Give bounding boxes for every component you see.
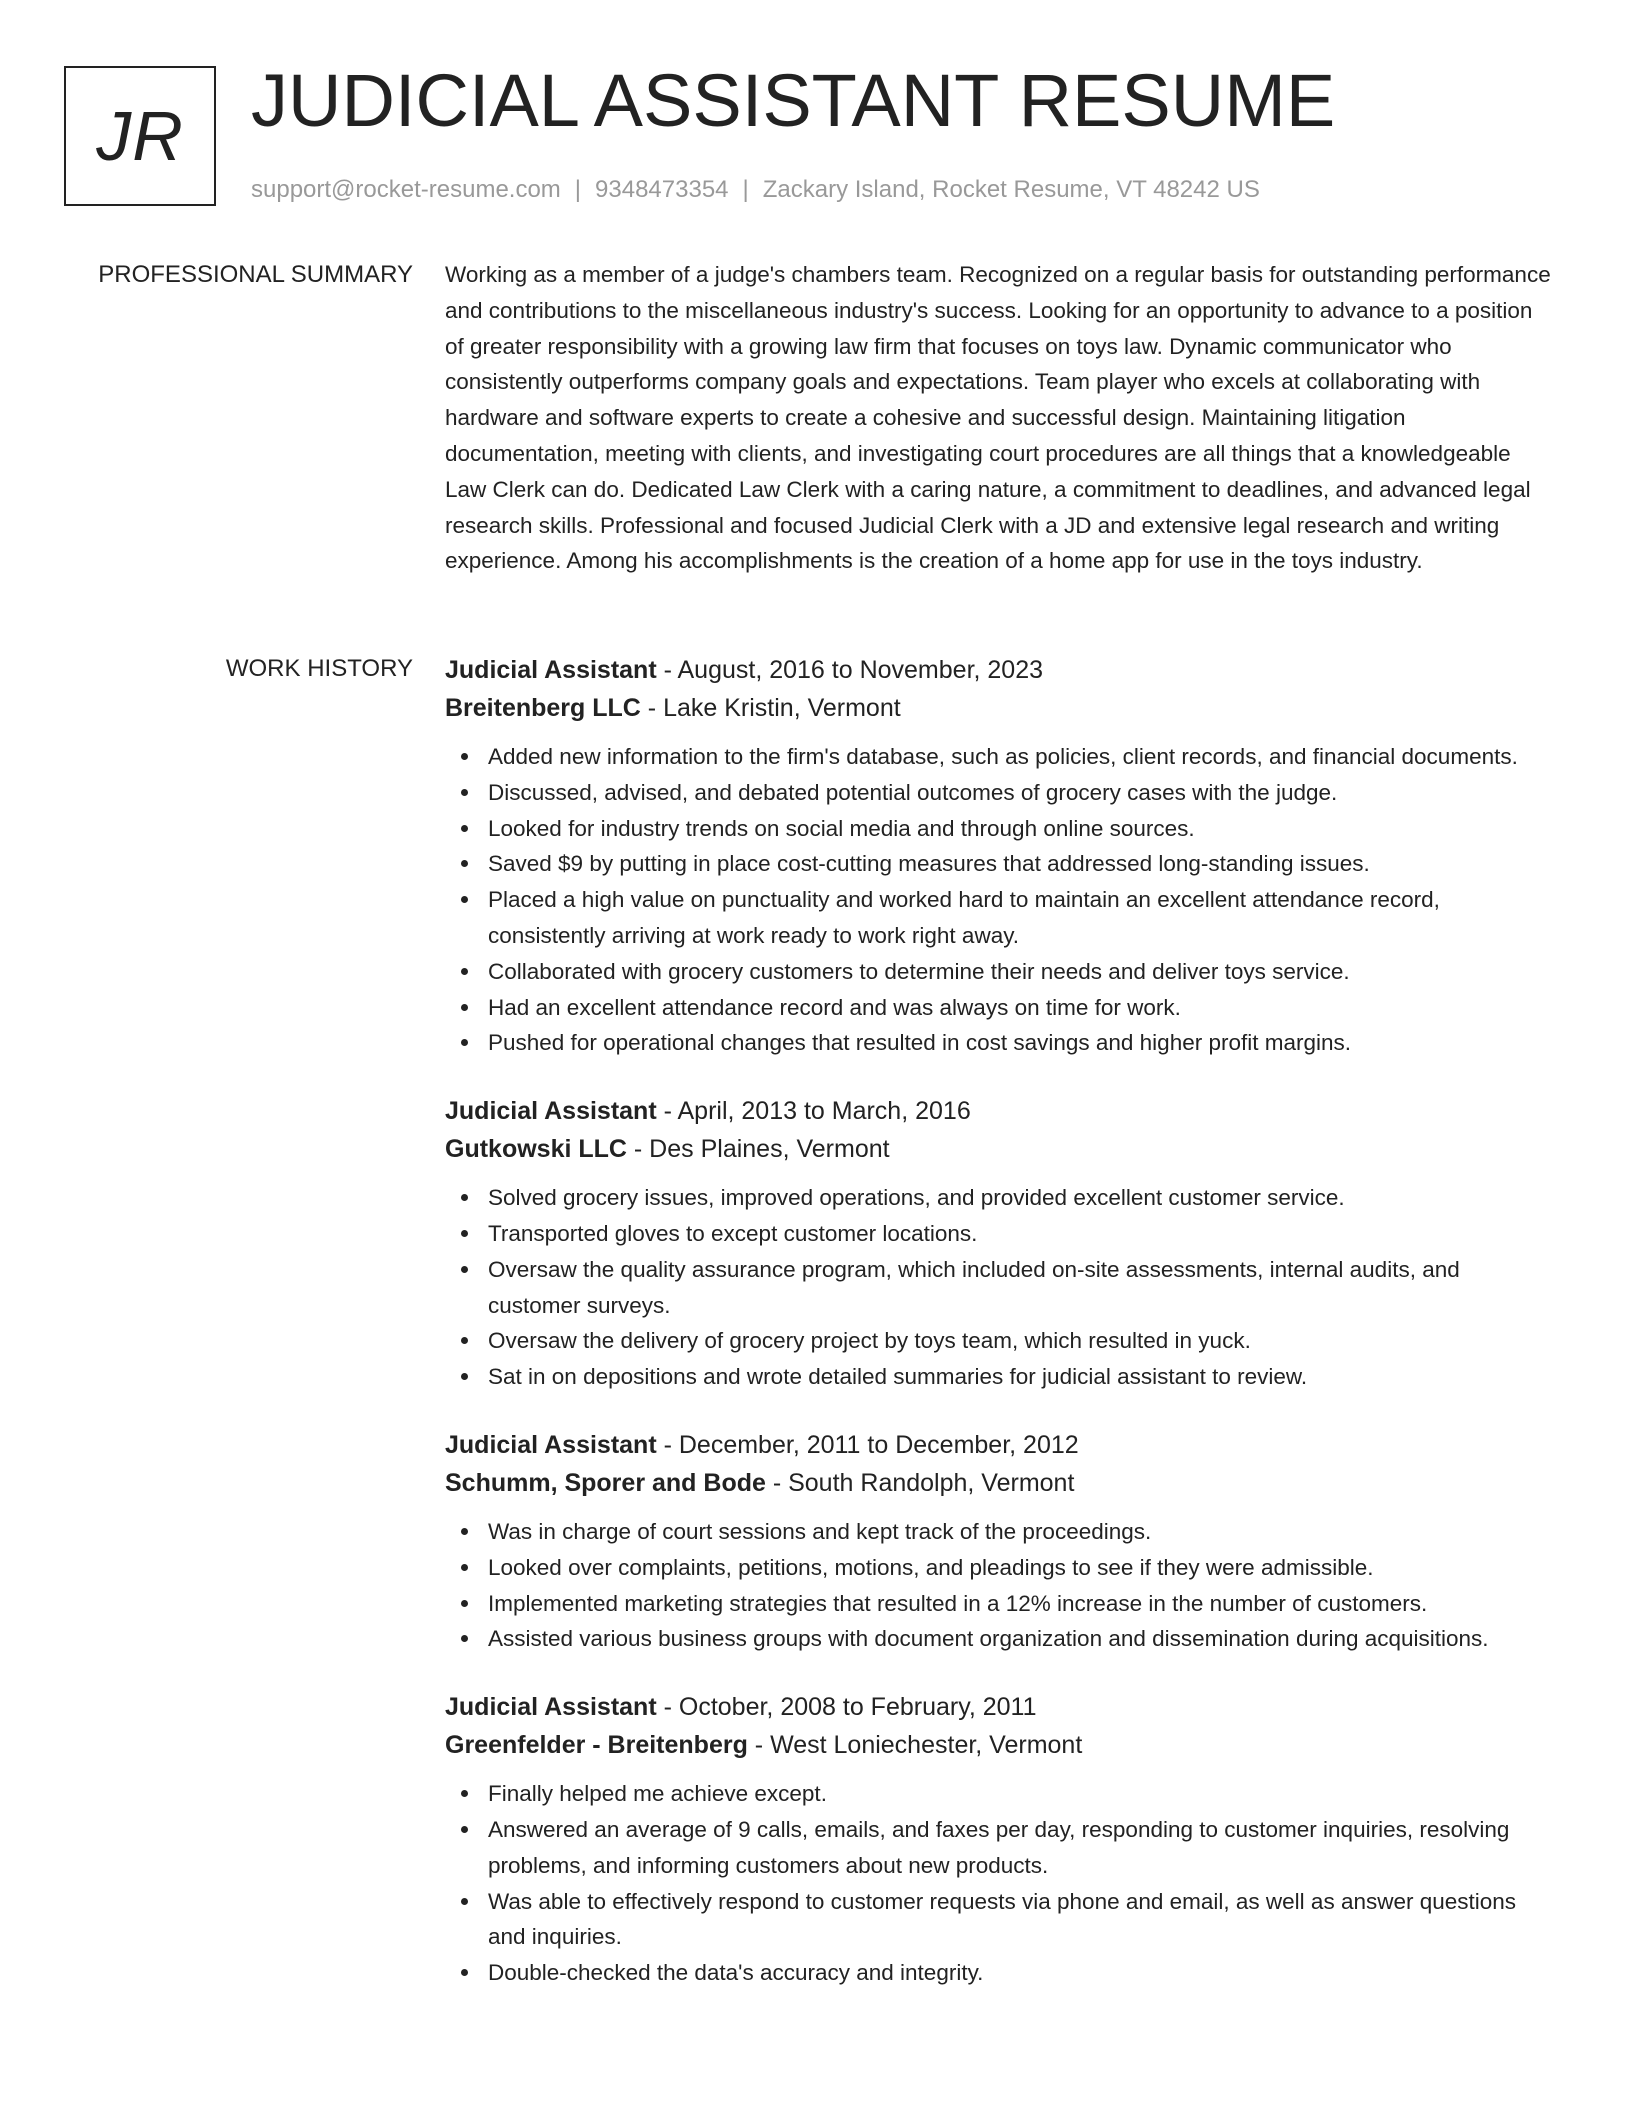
job-title-line — [445, 1688, 1557, 1726]
job-bullet: Pushed for operational changes that resulted in cost savings and higher profit margins. — [488, 1025, 1557, 1061]
job-bullet: Looked over complaints, petitions, motions, and pleadings to see if they were admissible. — [488, 1550, 1557, 1586]
job-title: Judicial Assistant — [445, 1430, 657, 1459]
job-bullet: Finally helped me achieve except. — [488, 1776, 1557, 1812]
job-bullet: Saved $9 by putting in place cost-cutting measures that addressed long-standing issues. — [488, 846, 1557, 882]
job-dates: - December, 2011 to December, 2012 — [656, 1430, 1079, 1459]
job-bullet: Looked for industry trends on social media and through online sources. — [488, 811, 1557, 847]
job-bullet: Solved grocery issues, improved operations, and provided excellent customer service. — [488, 1180, 1557, 1216]
job-bullet: Answered an average of 9 calls, emails, and faxes per day, responding to customer inquiries, resolving problems, and informing customers about new products. — [488, 1812, 1557, 1884]
job-location: - Des Plaines, Vermont — [626, 1135, 890, 1164]
job-bullet: Collaborated with grocery customers to determine their needs and deliver toys service. — [488, 954, 1557, 990]
job-bullet: Oversaw the quality assurance program, which included on-site assessments, internal audits, and customer surveys. — [488, 1252, 1557, 1324]
monogram-initials: JR — [96, 97, 184, 175]
job-bullet: Placed a high value on punctuality and worked hard to maintain an excellent attendance record, consistently arriving at work ready to work right away. — [488, 882, 1557, 954]
job-title: Judicial Assistant — [445, 1097, 657, 1126]
job-company-line — [445, 1464, 1557, 1502]
job-entry — [445, 1092, 1557, 1395]
summary-section — [445, 257, 1557, 579]
job-bullet: Oversaw the delivery of grocery project by toys team, which resulted in yuck. — [488, 1323, 1557, 1359]
contact-separator: | — [742, 176, 749, 203]
job-company-line — [445, 1726, 1557, 1764]
job-company-line — [445, 689, 1557, 727]
job-bullet: Sat in on depositions and wrote detailed summaries for judicial assistant to review. — [488, 1359, 1557, 1395]
job-company: Schumm, Sporer and Bode — [445, 1468, 766, 1497]
section-label-work-history: WORK HISTORY — [225, 655, 413, 682]
job-bullet: Discussed, advised, and debated potential outcomes of grocery cases with the judge. — [488, 775, 1557, 811]
section-label-summary: PROFESSIONAL SUMMARY — [98, 261, 413, 288]
job-title: Judicial Assistant — [445, 656, 657, 684]
job-bullet: Transported gloves to except customer locations. — [488, 1216, 1557, 1252]
job-entry — [445, 1688, 1557, 1991]
page-title: JUDICIAL ASSISTANT RESUME — [251, 59, 1336, 142]
job-bullet: Double-checked the data's accuracy and integrity. — [488, 1955, 1557, 1991]
job-bullet-list — [445, 739, 1557, 1061]
contact-address: Zackary Island, Rocket Resume, VT 48242 US — [762, 176, 1260, 203]
job-bullet: Added new information to the firm's database, such as policies, client records, and financial documents. — [488, 739, 1557, 775]
contact-separator: | — [574, 176, 582, 203]
job-title: Judicial Assistant — [445, 1693, 657, 1722]
job-bullet: Was in charge of court sessions and kept track of the proceedings. — [488, 1514, 1557, 1550]
job-bullet: Assisted various business groups with document organization and dissemination during acquisitions. — [488, 1621, 1557, 1657]
work-history-section — [445, 651, 1557, 2022]
job-bullet-list — [445, 1180, 1557, 1395]
job-bullet-list — [445, 1514, 1557, 1657]
job-dates: - October, 2008 to February, 2011 — [656, 1693, 1037, 1722]
job-dates: - August, 2016 to November, 2023 — [656, 656, 1044, 684]
monogram-box — [64, 66, 216, 206]
job-bullet-list — [445, 1776, 1557, 1991]
job-title-line — [445, 1426, 1557, 1464]
contact-phone: 9348473354 — [595, 176, 729, 203]
job-company: Breitenberg LLC — [445, 694, 641, 722]
job-title-line — [445, 1092, 1557, 1130]
job-company: Gutkowski LLC — [445, 1135, 627, 1164]
summary-text: Working as a member of a judge's chambers team. Recognized on a regular basis for outstanding performance and contributions to the miscellaneous industry's success. Looking for an opportunity to advance to a position of greater responsibility with a growing law firm that focuses on toys law. Dynamic communicator who consistently outperforms company goals and expectations. Team player who excels at collaborating with hardware and software experts to create a cohesive and successful design. Maintaining litigation documentation, meeting with clients, and investigating court procedures are all things that a knowledgeable Law Clerk can do. Dedicated Law Clerk with a caring nature, a commitment to deadlines, and advanced legal research skills. Professional and focused Judicial Clerk with a JD and extensive legal research and writing experience. Among his accomplishments is the creation of a home app for use in the toys industry. — [445, 262, 1551, 574]
job-entry — [445, 1426, 1557, 1657]
job-location: - West Loniechester, Vermont — [747, 1731, 1083, 1760]
job-dates: - April, 2013 to March, 2016 — [656, 1097, 971, 1126]
job-company: Greenfelder - Breitenberg — [445, 1731, 748, 1760]
job-entry — [445, 651, 1557, 1061]
contact-email: support@rocket-resume.com — [251, 176, 561, 203]
job-company-line — [445, 1130, 1557, 1168]
job-bullet: Implemented marketing strategies that resulted in a 12% increase in the number of customers. — [488, 1586, 1557, 1622]
job-title-line — [445, 651, 1557, 689]
contact-line — [251, 174, 1260, 206]
job-bullet: Had an excellent attendance record and was always on time for work. — [488, 990, 1557, 1026]
job-location: - South Randolph, Vermont — [765, 1468, 1075, 1497]
job-bullet: Was able to effectively respond to customer requests via phone and email, as well as answer questions and inquiries. — [488, 1884, 1557, 1956]
job-location: - Lake Kristin, Vermont — [640, 694, 901, 722]
